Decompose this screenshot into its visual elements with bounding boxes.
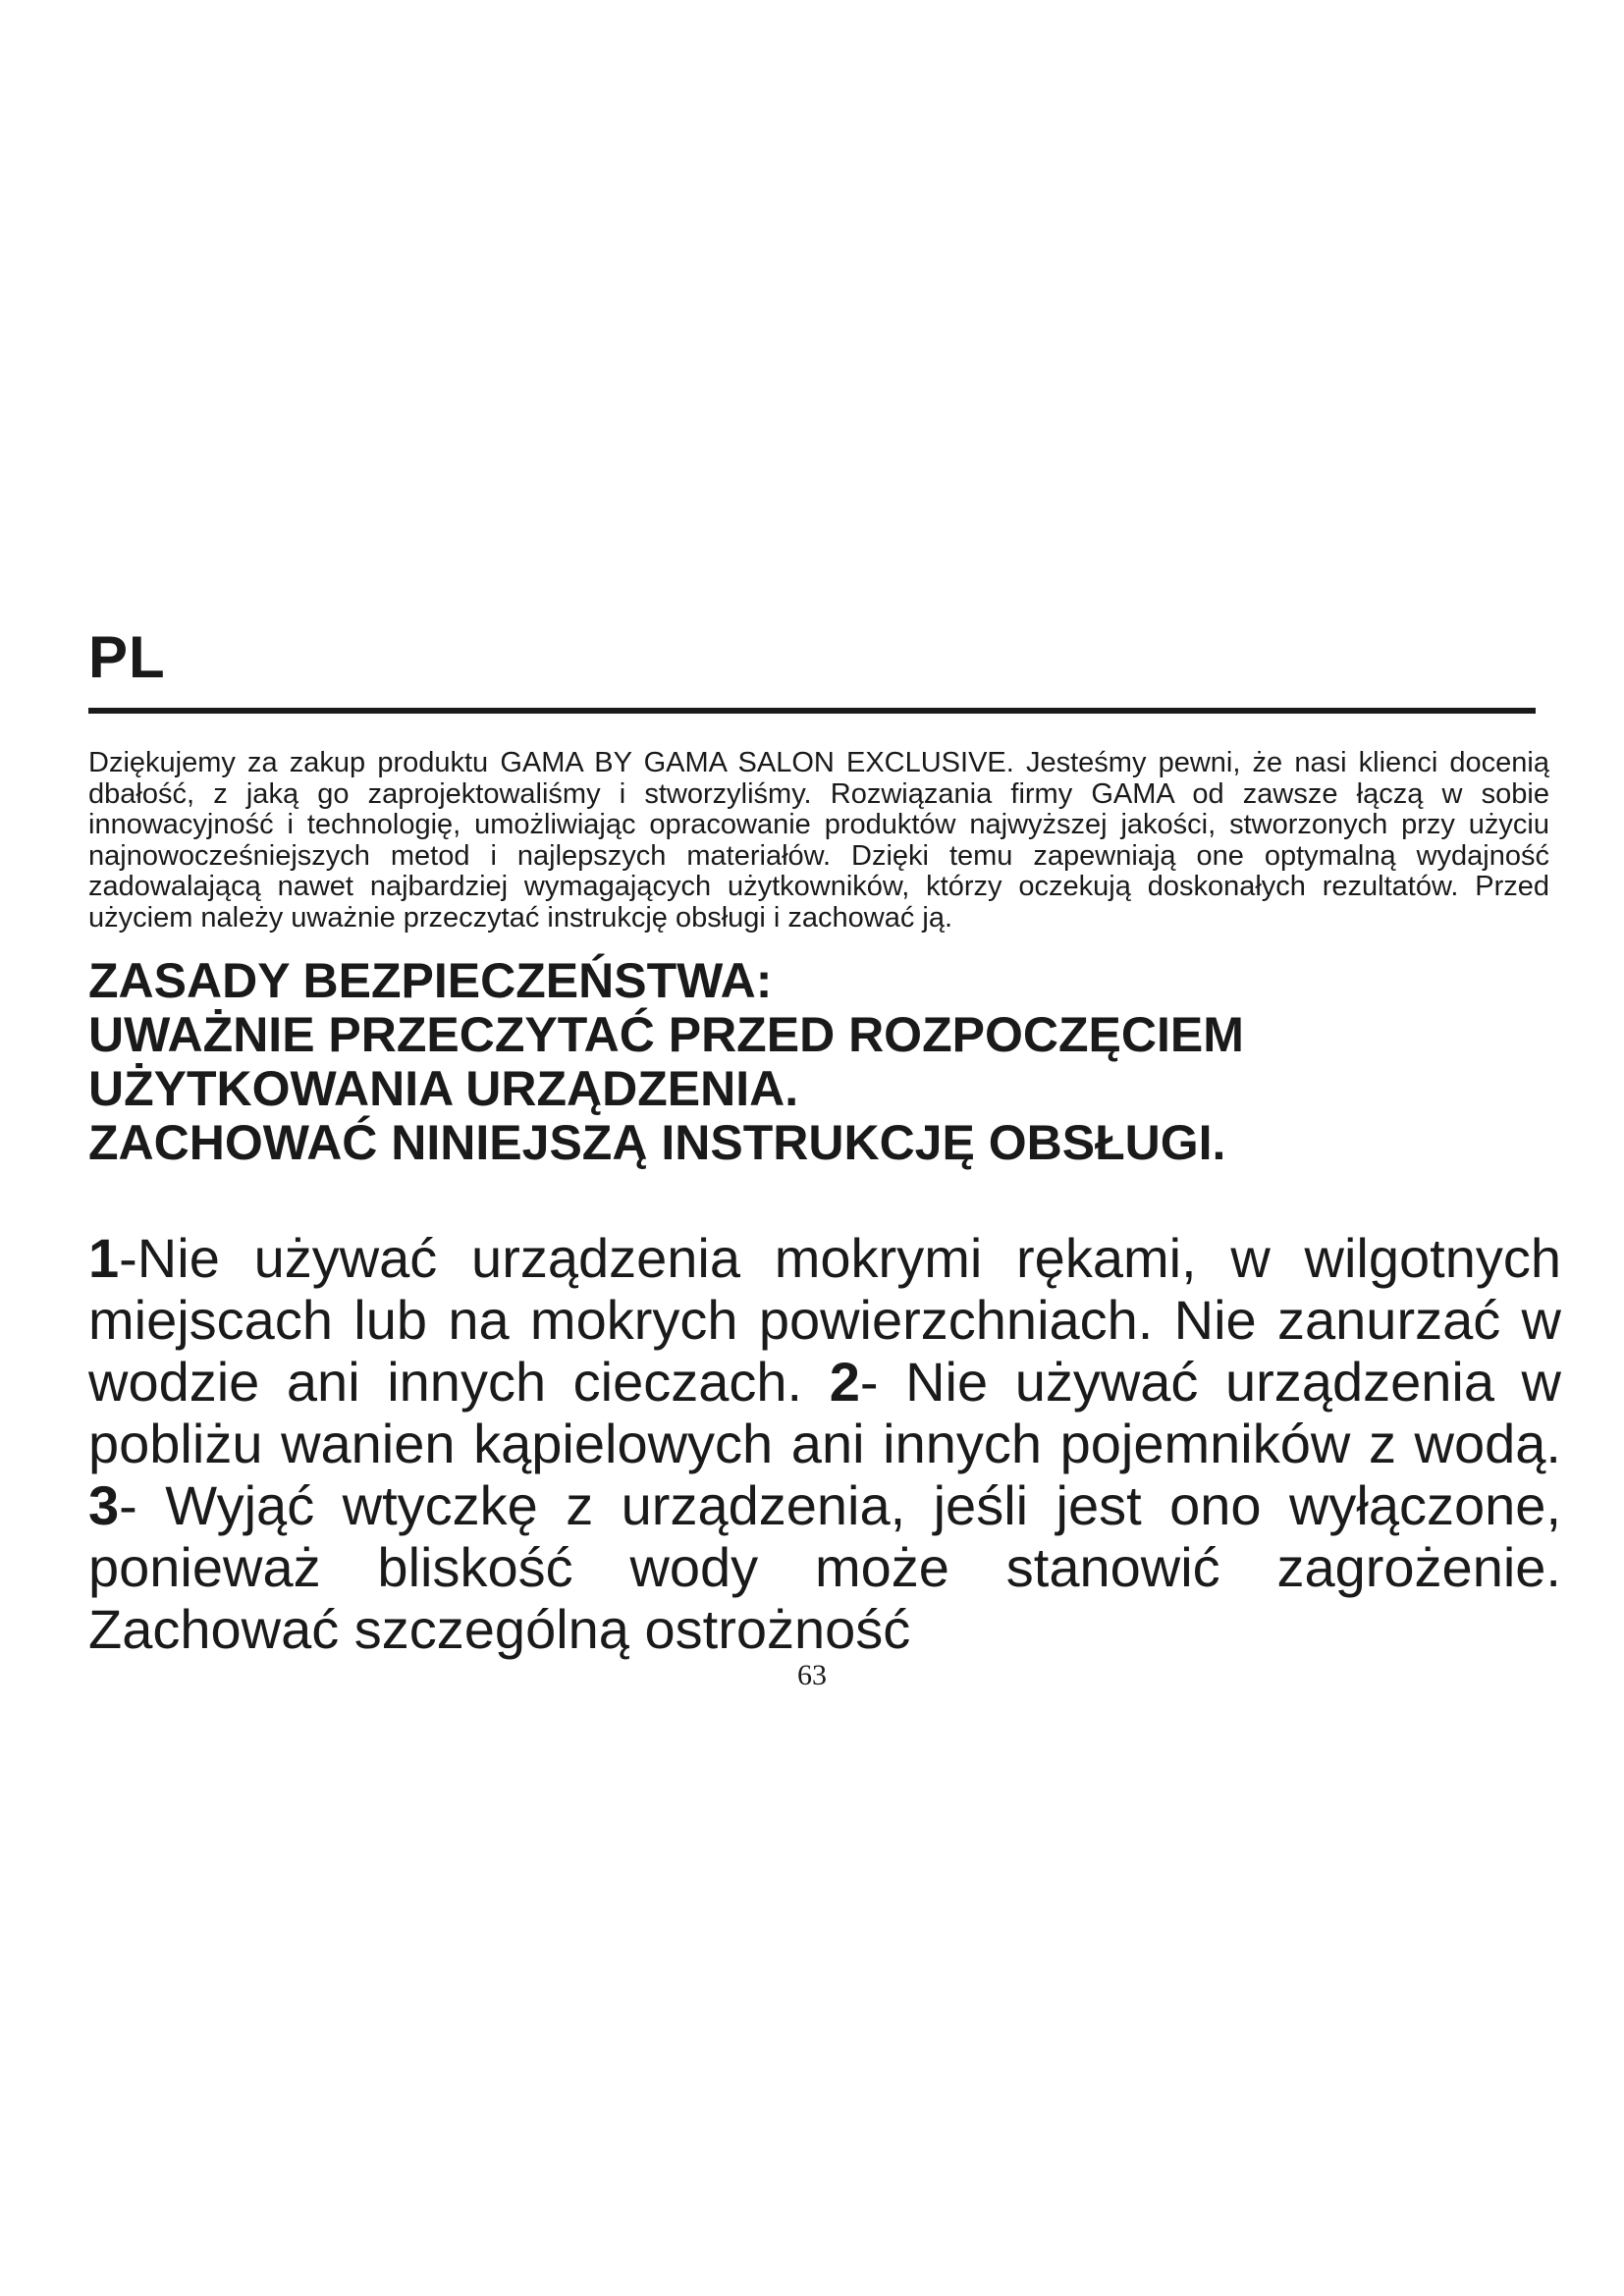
- safety-heading: [88, 954, 1561, 1170]
- intro-paragraph: Dziękujemy za zakup produktu GAMA BY GAMA SALON EXCLUSIVE. Jesteśmy pewni, że nasi klienci docenią dbałość, z jaką go zaprojektowaliśmy i stworzyliśmy. Rozwiązania firmy GAMA od zawsze łączą w sobie innowacyjność i technologię, umożliwiając opracowanie produktów najwyższej jakości, stworzonych przy użyciu najnowocześniejszych metod i najlepszych materiałów. Dzięki temu zapewniają one optymalną wydajność zadowalającą nawet najbardziej wymagających użytkowników, którzy oczekują doskonałych rezultatów. Przed użyciem należy uważnie przeczytać instrukcję obsługi i zachować ją.: [88, 747, 1549, 934]
- safety-heading-line: UWAŻNIE PRZECZYTAĆ PRZED ROZPOCZĘCIEM: [88, 1007, 1244, 1062]
- safety-heading-line: ZASADY BEZPIECZEŃSTWA:: [88, 953, 773, 1008]
- instruction-text: -Nie używać urządzenia mokrymi rękami, w wilgotnych miejscach lub na mokrych powierzchniach. Nie zanurzać w wodzie ani innych cieczach.: [88, 1227, 1561, 1413]
- safety-heading-line: ZACHOWAĆ NINIEJSZĄ INSTRUKCJĘ OBSŁUGI.: [88, 1115, 1226, 1170]
- instruction-text: - Nie używać urządzenia w pobliżu wanien kąpielowych ani innych pojemników z wodą.: [88, 1351, 1561, 1474]
- instruction-number: 2: [829, 1351, 860, 1413]
- safety-instructions: [88, 1227, 1561, 1660]
- instruction-text: - Wyjąć wtyczkę z urządzenia, jeśli jest ono wyłączone, ponieważ bliskość wody może stanowić zagrożenie. Zachować szczególną ostrożność: [88, 1474, 1561, 1660]
- page-number: 63: [797, 1659, 827, 1691]
- header-divider: [88, 708, 1536, 714]
- instruction-number: 3: [88, 1474, 120, 1536]
- safety-heading-line: UŻYTKOWANIA URZĄDZENIA.: [88, 1061, 799, 1116]
- language-code: PL: [88, 624, 166, 690]
- instruction-number: 1: [88, 1227, 120, 1289]
